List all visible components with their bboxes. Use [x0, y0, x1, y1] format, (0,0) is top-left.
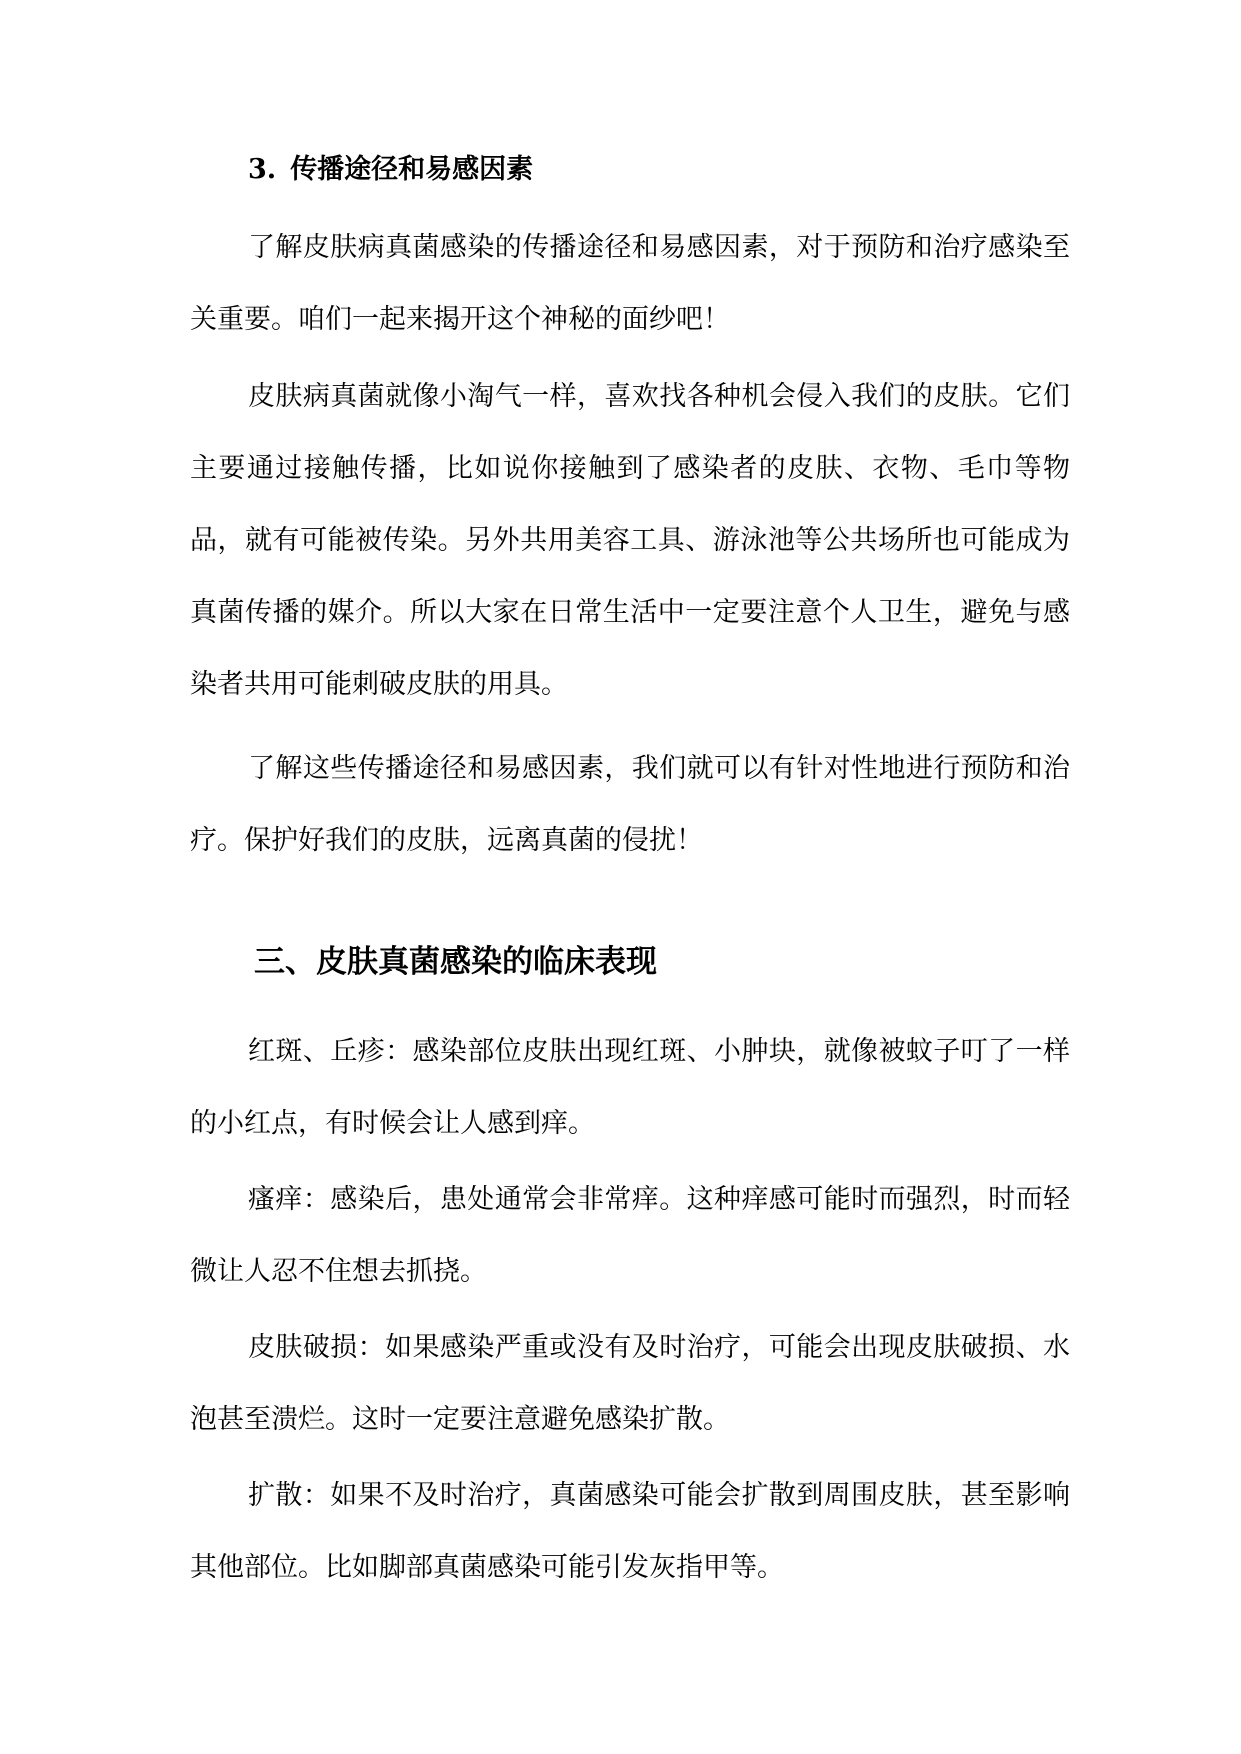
paragraph-conclusion: 了解这些传播途径和易感因素，我们就可以有针对性地进行预防和治疗。保护好我们的皮肤，远离真菌的侵扰！ — [190, 753, 1070, 856]
paragraph-symptom-itch: 瘙痒：感染后，患处通常会非常痒。这种痒感可能时而强烈，时而轻微让人忍不住想去抓挠。 — [190, 1184, 1070, 1287]
subsection-heading — [248, 148, 533, 192]
paragraph-transmission: 皮肤病真菌就像小淘气一样，喜欢找各种机会侵入我们的皮肤。它们主要通过接触传播，比如说你接触到了感染者的皮肤、衣物、毛巾等物品，就有可能被传染。另外共用美容工具、游泳池等公共场所也可能成为真菌传播的媒介。所以大家在日常生活中一定要注意个人卫生，避免与感染者共用可能刺破皮肤的用具。 — [190, 381, 1070, 700]
subsection-number: 3. — [248, 154, 277, 185]
paragraph-symptom-spread: 扩散：如果不及时治疗，真菌感染可能会扩散到周围皮肤，甚至影响其他部位。比如脚部真菌感染可能引发灰指甲等。 — [190, 1480, 1070, 1583]
section-heading: 三、皮肤真菌感染的临床表现 — [254, 944, 657, 980]
paragraph-symptom-damage: 皮肤破损：如果感染严重或没有及时治疗，可能会出现皮肤破损、水泡甚至溃烂。这时一定要注意避免感染扩散。 — [190, 1332, 1070, 1435]
paragraph-symptom-rash: 红斑、丘疹：感染部位皮肤出现红斑、小肿块，就像被蚊子叮了一样的小红点，有时候会让人感到痒。 — [190, 1036, 1070, 1139]
paragraph-intro: 了解皮肤病真菌感染的传播途径和易感因素，对于预防和治疗感染至关重要。咱们一起来揭开这个神秘的面纱吧！ — [190, 232, 1070, 335]
subsection-title: 传播途径和易感因素 — [290, 154, 534, 185]
